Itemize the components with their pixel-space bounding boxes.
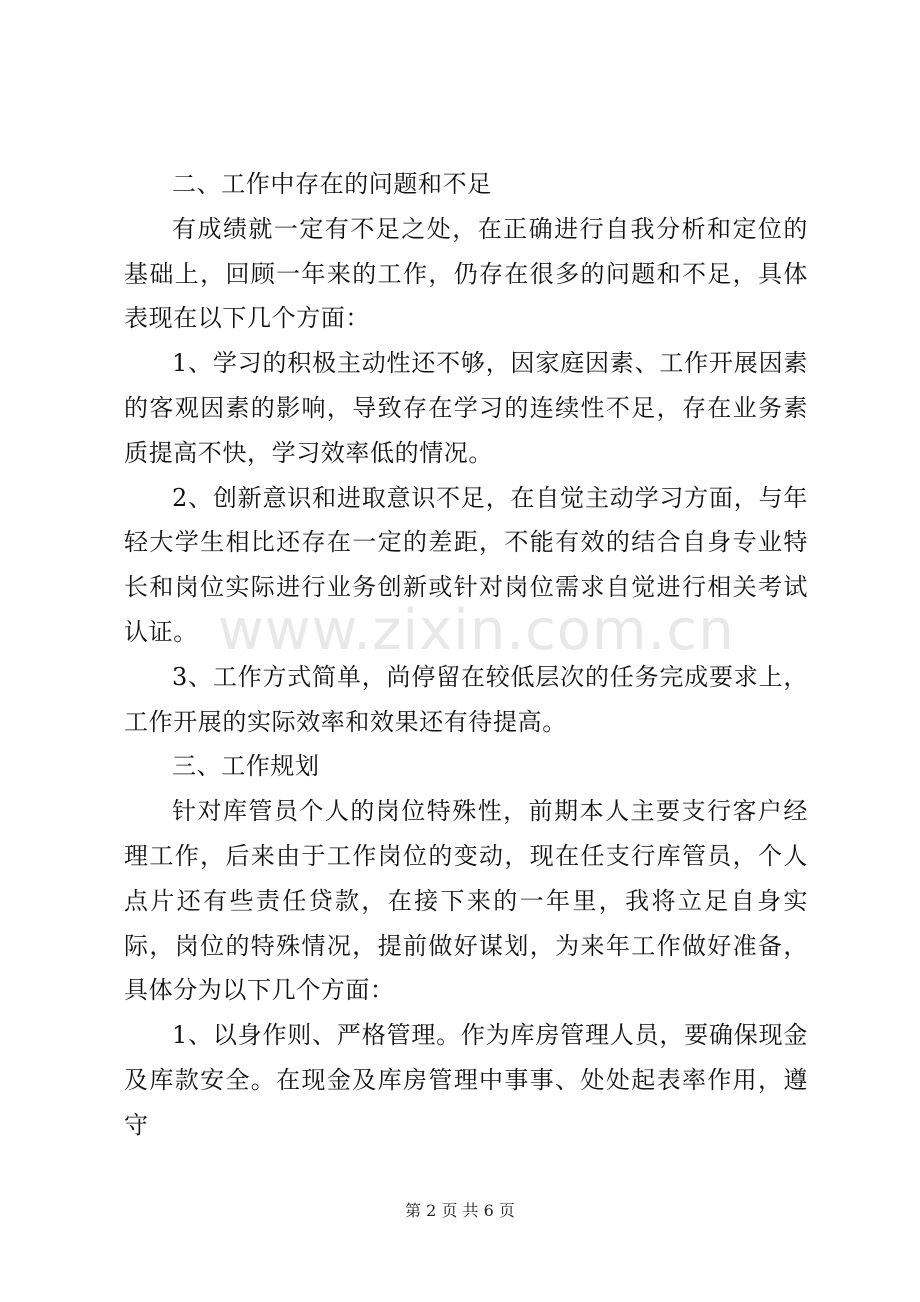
watermark-text: www.zixin.com.cn bbox=[218, 598, 735, 663]
paragraph-item-3: 3、工作方式简单，尚停留在较低层次的任务完成要求上，工作开展的实际效率和效果还有待提高。 bbox=[124, 662, 808, 736]
page-footer: 第 2 页 共 6 页 bbox=[405, 1201, 515, 1220]
paragraph-plan-intro: 针对库管员个人的岗位特殊性，前期本人主要支行客户经理工作，后来由于工作岗位的变动，现在任支行库管员，个人点片还有些责任贷款，在接下来的一年里，我将立足自身实际，岗位的特殊情况，提前做好谋划，为来年工作做好准备，具体分为以下几个方面： bbox=[124, 797, 808, 1005]
paragraph-item-2: 2、创新意识和进取意识不足，在自觉主动学习方面，与年轻大学生相比还存在一定的差距，不能有效的结合自身专业特长和岗位实际进行业务创新或针对岗位需求自觉进行相关考试认证。 bbox=[124, 483, 808, 646]
document-body bbox=[124, 162, 808, 1148]
paragraph-intro: 有成绩就一定有不足之处，在正确进行自我分析和定位的基础上，回顾一年来的工作，仍存在很多的问题和不足，具体表现在以下几个方面： bbox=[124, 214, 808, 333]
section-heading-problems: 二、工作中存在的问题和不足 bbox=[172, 170, 492, 198]
section-heading-plan: 三、工作规划 bbox=[172, 752, 320, 781]
paragraph-plan-item-1: 1、以身作则、严格管理。作为库房管理人员，要确保现金及库款安全。在现金及库房管理中事事、处处起表率作用，遵守 bbox=[124, 1021, 808, 1139]
paragraph-item-1: 1、学习的积极主动性还不够，因家庭因素、工作开展因素的客观因素的影响，导致存在学习的连续性不足，存在业务素质提高不快，学习效率低的情况。 bbox=[124, 349, 808, 467]
